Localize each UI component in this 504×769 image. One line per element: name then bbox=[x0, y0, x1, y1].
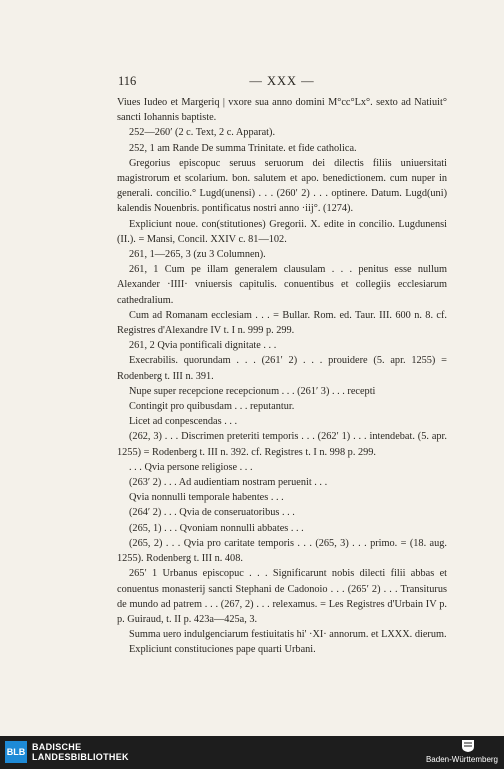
page-number: 116 bbox=[118, 74, 137, 88]
paragraph: 252—260′ (2 c. Text, 2 c. Apparat). bbox=[129, 127, 276, 139]
paragraph: . . . Qvia persone religiose . . . bbox=[129, 461, 253, 473]
paragraph: Qvia nonnulli temporale habentes . . . bbox=[129, 492, 284, 504]
paragraph: (264′ 2) . . . Qvia de conseruatoribus . . . bbox=[129, 507, 295, 519]
paragraph: 252, 1 am Rande De summa Trinitate. et fide catholica. bbox=[129, 142, 357, 154]
paragraph: Gregorius episcopuc seruus seruorum dei dilectis filiis uniuersitati magistrorum et scolarium. bon. salutem et apo. benedictionem. cum nuper in generali. concilio.° Lugd(unensi) . . . (260′ 2) . . . optinere. Datum. Lugd(uni) kalendis Nouenbris. pontificatus nostri anno ·iij°. (1274). bbox=[117, 157, 447, 215]
library-logo[interactable]: BLB bbox=[5, 741, 27, 763]
paragraph: Viues Iudeo et Margeriq | vxore sua anno domini M°cc°Lx°. sexto ad Natiuit° sancti Iohannis baptiste. bbox=[117, 97, 447, 124]
paragraph: 261, 1—265, 3 (zu 3 Columnen). bbox=[129, 249, 266, 261]
paragraph: Expliciunt constituciones pape quarti Urbani. bbox=[129, 644, 316, 656]
paragraph: 265′ 1 Urbanus episcopuc . . . Significarunt nobis dilecti filii abbas et conuentus monasterij sancti Stephani de Cadonoio . . . (265′ 2) . . . Transiturus de mundo ad patrem . . . (267, 2) . . . relexamus. = Les Registres d'Urbain IV p. p. Guiraud, t. II p. 423a—425a, 3. bbox=[117, 568, 447, 625]
paragraph: (263′ 2) . . . Ad audientiam nostram peruenit . . . bbox=[129, 477, 328, 489]
library-name[interactable] bbox=[32, 742, 129, 762]
footer-bar bbox=[0, 736, 504, 769]
paragraph: Cum ad Romanam ecclesiam . . . = Bullar. Rom. ed. Taur. III. 600 n. 8. cf. Registres d'Alexandre IV t. I n. 999 p. 299. bbox=[117, 309, 447, 337]
paragraph: (262, 3) . . . Discrimen preteriti temporis . . . (262′ 1) . . . intendebat. (5. apr. 1255) = Rodenberg t. III n. 392. cf. Registres t. I n. 998 p. 299. bbox=[117, 431, 447, 458]
paragraph: (265, 2) . . . Qvia pro caritate temporis . . . (265, 3) . . . primo. = (18. aug. 1255). Rodenberg t. III n. 408. bbox=[117, 537, 447, 565]
region-label: Baden-Württemberg bbox=[425, 755, 498, 764]
paragraph: 261, 2 Qvia pontificali dignitate . . . bbox=[129, 340, 277, 352]
paragraph: Contingit pro quibusdam . . . reputantur. bbox=[129, 401, 295, 413]
paragraph: Summa uero indulgenciarum festiuitatis hi' ·XI· annorum. et LXXX. dierum. bbox=[129, 629, 447, 641]
coat-of-arms-icon bbox=[460, 739, 476, 753]
library-name-line1: BADISCHE bbox=[32, 742, 82, 752]
paragraph: Execrabilis. quorundam . . . (261′ 2) . . . prouidere (5. apr. 1255) = Rodenberg t. III n. 391. bbox=[117, 355, 447, 382]
paragraph: Nupe super recepcione recepcionum . . . (261′ 3) . . . recepti bbox=[129, 385, 376, 397]
paragraph: 261, 1 Cum pe illam generalem clausulam . . . penitus esse nullum Alexander ·IIII· vniuersis capitulis. conuentibus et collegiis ecclesiarum cathedralium. bbox=[117, 264, 447, 306]
library-name-line2: LANDESBIBLIOTHEK bbox=[32, 752, 129, 762]
paragraph: (265, 1) . . . Qvoniam nonnulli abbates . . . bbox=[129, 522, 304, 534]
running-head: — XXX — bbox=[249, 74, 315, 88]
paragraph: Expliciunt noue. con(stitutiones) Gregorii. X. edite in concilio. Lugdunensi (II.). = Mansi, Concil. XXIV c. 81—102. bbox=[117, 218, 447, 245]
body-text bbox=[117, 95, 447, 658]
paragraph: Licet ad conpescendas . . . bbox=[129, 416, 238, 428]
